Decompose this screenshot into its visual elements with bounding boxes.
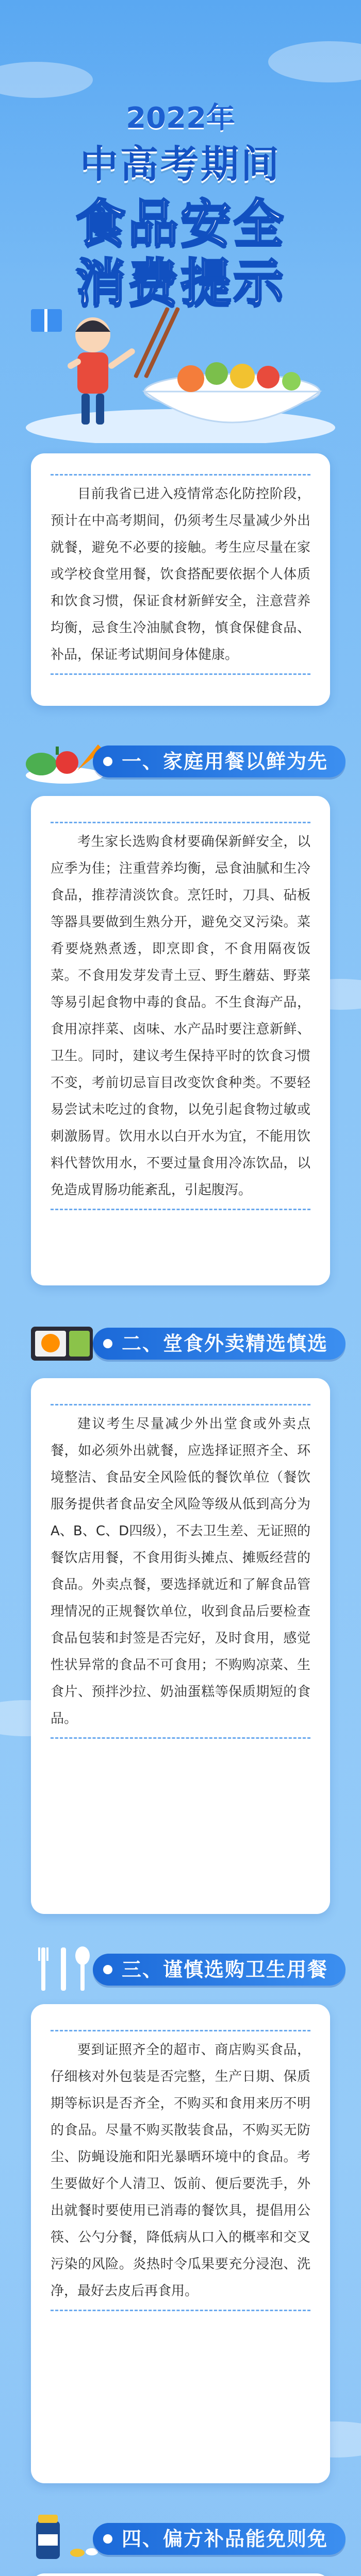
hero-banner <box>0 0 361 443</box>
section-title-3: 三、谨慎选购卫生用餐 <box>122 1958 329 1981</box>
hero-year: 2022年 <box>126 101 235 135</box>
hero-title-line2: 食品安全 <box>75 194 286 253</box>
section-header-1 <box>15 734 346 784</box>
hero-title-line3: 消费提示 <box>75 253 286 312</box>
hero-title-line1: 中高考期间 <box>80 142 281 187</box>
section-title-bar-3 <box>93 1954 346 1986</box>
intro-card <box>31 453 330 706</box>
section-title-2: 二、堂食外卖精选慎选 <box>122 1332 329 1355</box>
intro-text: 目前我省已进入疫情常态化防控阶段，预计在中高考期间，仍须考生尽量减少外出就餐，避免不必要的接触。考生应尽量在家或学校食堂用餐，饮食搭配要依据个人体质和饮食习惯，保证食材新鲜安全，注意营养均衡，忌食生冷油腻食物，慎食保健食品、补品，保证考试期间身体健康。 <box>51 486 310 663</box>
section-text-1: 考生家长选购食材要确保新鲜安全，以应季为佳；注重营养均衡，忌食油腻和生冷食品，推荐清淡饮食。烹饪时，刀具、砧板等器具要做到生熟分开，避免交叉污染。菜肴要烧熟煮透，即烹即食，不食用隔夜饭菜。不食用发芽发青土豆、野生蘑菇、野菜等易引起食物中毒的食品。不生食海产品，食用凉拌菜、卤味、水产品时要注意新鲜、卫生。同时，建议考生保持平时的饮食习惯不变，考前切忌盲目改变饮食种类。不要轻易尝试未吃过的食物，以免引起食物过敏或刺激肠胃。饮用水以白开水为宜，不能用饮料代替饮用水，不要过量食用冷冻饮品，以免造成胃肠功能紊乱，引起腹泻。 <box>51 834 310 1198</box>
hero-student-food-illustration <box>21 289 340 443</box>
section-card-3 <box>31 2004 330 2483</box>
section-card-2 <box>31 1378 330 1914</box>
section-title-bar-1 <box>93 745 346 777</box>
section-card-1 <box>31 796 330 1285</box>
section-title-bar-4 <box>93 2523 346 2555</box>
section-title-4: 四、偏方补品能免则免 <box>122 2528 329 2550</box>
section-title-1: 一、家庭用餐以鲜为先 <box>122 750 329 773</box>
section-text-3: 要到证照齐全的超市、商店购买食品，仔细核对外包装是否完整，生产日期、保质期等标识是否齐全，不购买和食用来历不明的食品。尽量不购买散装食品，不购买无防尘、防蝇设施和阳光暴晒环境中的食品。考生要做好个人清卫、饭前、便后要洗手，外出就餐时要使用已消毒的餐饮具，提倡用公筷、公勺分餐，降低病从口入的概率和交叉污染的风险。炎热时令瓜果要充分浸泡、洗净，最好去皮后再食用。 <box>51 2042 310 2299</box>
section-card-4 <box>31 2573 330 2576</box>
section-header-2 <box>15 1316 346 1366</box>
section-header-3 <box>15 1942 346 1992</box>
section-title-bar-2 <box>93 1328 346 1360</box>
section-text-2: 建议考生尽量减少外出堂食或外卖点餐，如必须外出就餐，应选择证照齐全、环境整洁、食品安全风险低的餐饮单位（餐饮服务提供者食品安全风险等级从低到高分为A、B、C、D四级），不去卫生差、无证照的餐饮店用餐，不食用街头摊点、摊贩经营的食品。外卖点餐，要选择就近和了解食品管理情况的正规餐饮单位，收到食品后要检查食品包装和封签是否完好，及时食用，感觉性状异常的食品不可食用；不购购凉菜、生食片、预拌沙拉、奶油蛋糕等保质期短的食品。 <box>51 1416 310 1726</box>
section-header-4 <box>15 2512 346 2561</box>
